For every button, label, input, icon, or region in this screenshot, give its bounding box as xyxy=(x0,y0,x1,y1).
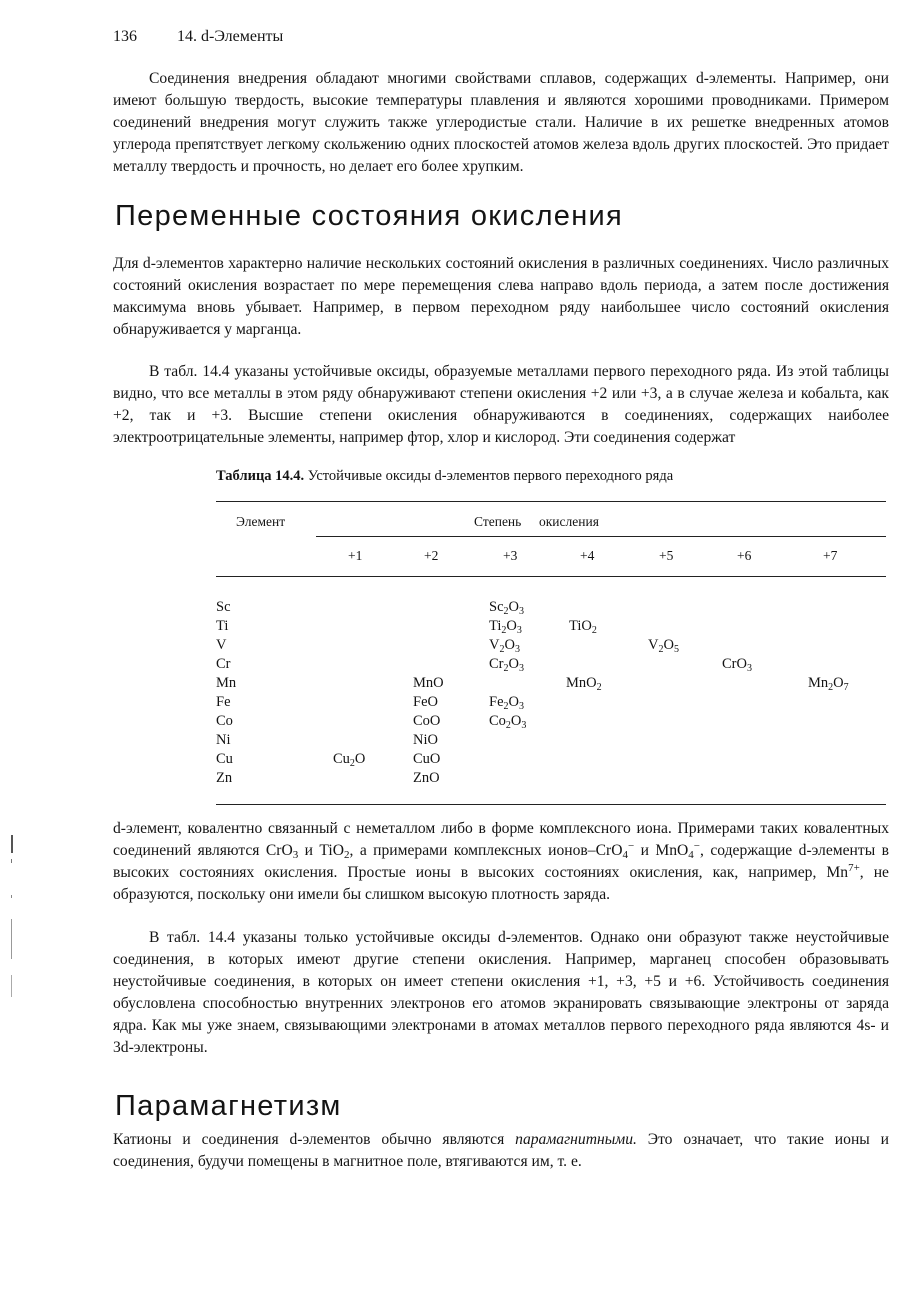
table-header-state: +4 xyxy=(580,548,595,563)
table-cell-oxide: $V_2O_5$ xyxy=(648,637,679,655)
table-cell-element: Cu xyxy=(216,751,233,767)
page-number: 136 xyxy=(113,28,137,45)
table-header-state: +2 xyxy=(424,548,439,563)
table-cell-oxide: CrO$_3$ xyxy=(722,656,752,674)
table-cell-oxide: $Ti_2O_3$ xyxy=(489,618,522,636)
heading-paramagnetism: Парамагнетизм xyxy=(115,1090,342,1122)
table-rule-header-bottom xyxy=(216,576,886,577)
table-header-state: +7 xyxy=(823,548,838,563)
table-rule-mid xyxy=(316,536,886,537)
running-head xyxy=(113,28,283,46)
heading-oxidation-states: Переменные состояния окисления xyxy=(115,200,624,232)
paragraph-table-reference: В табл. 14.4 указаны устойчивые оксиды, образуемые металлами первого переходного ряда. Из этой таблицы видно, что все металлы в этом ряду обнаруживают степени окисления +2 или +3, а в случае железа и кобальта, как +2, так и +3. Высшие степени окисления обнаруживаются в соединениях, содержащих наиболее электроотрицательные элементы, например фтор, хлор и кислород. Эти соединения содержат xyxy=(113,363,889,446)
table-header-state: +1 xyxy=(348,548,363,563)
table-cell-element: V xyxy=(216,637,227,653)
table-header-oxidation: окисления xyxy=(539,514,599,529)
table-cell-oxide: NiO xyxy=(413,732,438,748)
table-caption-label: Таблица 14.4. xyxy=(216,468,305,484)
table-cell-oxide: TiO$_2$ xyxy=(569,618,597,636)
table-cell-oxide: CoO xyxy=(413,713,441,729)
table-header-state: +6 xyxy=(737,548,752,563)
table-rule-top xyxy=(216,501,886,502)
table-caption xyxy=(216,468,673,485)
table-cell-element: Mn xyxy=(216,675,237,691)
table-cell-oxide: $Cu_2O$ xyxy=(333,751,366,769)
table-cell-oxide: $Sc_2O_3$ xyxy=(489,599,524,617)
table-header-degree: Степень xyxy=(474,514,522,529)
table-rule-bottom xyxy=(216,804,886,805)
table-header-state: +5 xyxy=(659,548,674,563)
table-caption-text: Устойчивые оксиды d-элементов первого переходного ряда xyxy=(307,468,674,484)
table-header-state: +3 xyxy=(503,548,518,563)
scan-artifact-marks xyxy=(10,835,14,1005)
table-cell-oxide: MnO xyxy=(413,675,444,691)
table-cell-element: Co xyxy=(216,713,233,729)
table-cell-oxide: $Co_2O_3$ xyxy=(489,713,527,731)
table-cell-oxide: $Fe_2O_3$ xyxy=(489,694,524,712)
table-cell-oxide: ZnO xyxy=(413,770,440,786)
table-cell-oxide: CuO xyxy=(413,751,441,767)
table-cell-oxide: $Mn_2O_7$ xyxy=(808,675,849,693)
table-cell-element: Fe xyxy=(216,694,231,710)
table-cell-oxide: FeO xyxy=(413,694,438,710)
paragraph-oxidation-intro: Для d-элементов характерно наличие нескольких состояний окисления в различных соединениях. Число различных состояний окисления возрастает по мере перемещения слева направо вдоль периода, а затем после достижения максимума вновь убывает. Например, в первом переходном ряду наибольшее число состояний окисления обнаруживается у марганца. xyxy=(113,255,889,338)
table-header-element: Элемент xyxy=(236,514,286,529)
table-cell-element: Cr xyxy=(216,656,231,672)
table-cell-element: Ni xyxy=(216,732,231,748)
chapter-title: 14. d-Элементы xyxy=(177,28,284,45)
table-cell-oxide: MnO$_2$ xyxy=(566,675,602,693)
paragraph-interstitial-compounds: Соединения внедрения обладают многими свойствами сплавов, содержащих d-элементы. Например, они имеют большую твердость, высокие температуры плавления и являются хорошими проводниками. Примером соединений внедрения могут служить также углеродистые стали. Наличие в их решетке внедренных атомов углерода препятствует легкому скольжению одних плоскостей атомов железа вдоль других плоскостей. Это придает металлу твердость и прочность, но делает его более хрупким. xyxy=(113,70,889,175)
paragraph-unstable-compounds: В табл. 14.4 указаны только устойчивые оксиды d-элементов. Однако они образуют также неустойчивые соединения, в которых имеют другие степени окисления. Например, марганец способен образовывать неустойчивые соединения, в которых он имеет степени окисления +1, +3, +5 и +6. Устойчивость соединения обусловлена способностью внутренних электронов его атомов экранировать связывающие электроны от заряда ядра. Как мы уже знаем, связывающими электронами в атомах металлов первого переходного ряда являются 4s- и 3d-электроны. xyxy=(113,929,889,1056)
table-cell-oxide: $V_2O_3$ xyxy=(489,637,520,655)
table-cell-oxide: $Cr_2O_3$ xyxy=(489,656,524,674)
paragraph-covalent-compounds: d-элемент, ковалентно связанный с неметаллом либо в форме комплексного иона. Примерами таких ковалентных соединений являются CrO$_3$ и TiO$_2$, а примерами комплексных ионов–CrO$_4$− и MnO$_4$−, содержащие d-элементы в высоких состояниях окисления. Простые ионы в высоких состояниях окисления, как, например, $Mn^{7+}$, не образуются, поскольку они имели бы слишком высокую плотность заряда. xyxy=(113,820,889,903)
table-cell-element: Ti xyxy=(216,618,229,634)
table-cell-element: Zn xyxy=(216,770,233,786)
paragraph-paramagnetism: Катионы и соединения d-элементов обычно являются парамагнитными. Это означает, что такие ионы и соединения, будучи помещены в магнитное поле, втягиваются им, т. е. xyxy=(113,1131,889,1170)
table-cell-element: Sc xyxy=(216,599,231,615)
